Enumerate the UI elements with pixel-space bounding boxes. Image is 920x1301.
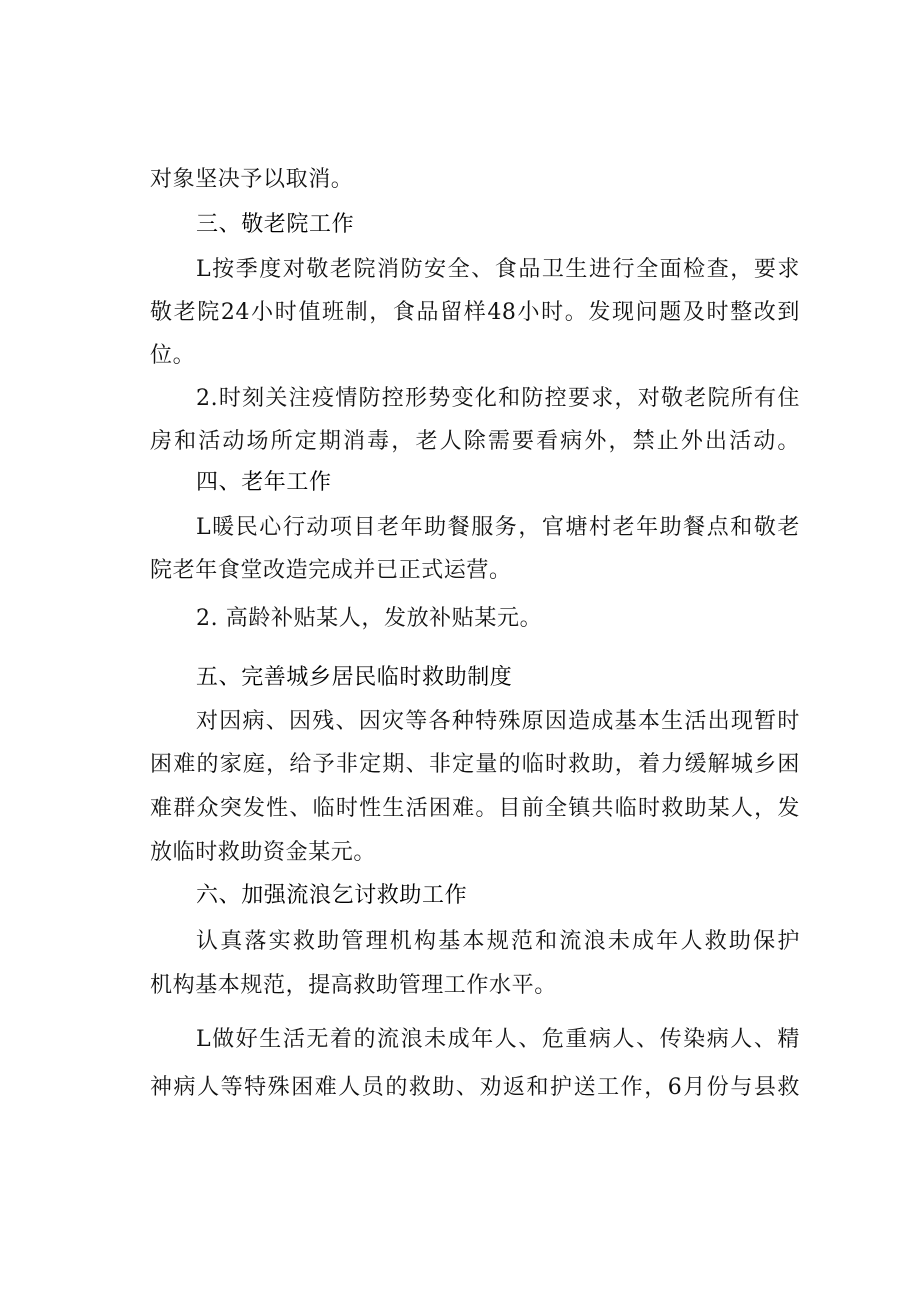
paragraph-line: L按季度对敬老院消防安全、食品卫生进行全面检查，要求 — [196, 257, 800, 282]
paragraph-line: 房和活动场所定期消毒，老人除需要看病外，禁止外出活动。 — [150, 429, 800, 454]
paragraph-line: 难群众突发性、临时性生活困难。目前全镇共临时救助某人，发 — [150, 796, 800, 821]
section-heading-6: 六、加强流浪乞讨救助工作 — [196, 883, 468, 908]
paragraph-line: 对象坚决予以取消。 — [150, 167, 354, 192]
section-heading-4: 四、老年工作 — [196, 470, 332, 495]
paragraph-line: L做好生活无着的流浪未成年人、危重病人、传染病人、精 — [196, 1027, 800, 1052]
paragraph-line: 认真落实救助管理机构基本规范和流浪未成年人救助保护 — [196, 929, 800, 954]
paragraph-line: 放临时救助资金某元。 — [150, 840, 377, 865]
paragraph-line: 院老年食堂改造完成并已正式运营。 — [150, 558, 512, 583]
paragraph-line: 机构基本规范，提高救助管理工作水平。 — [150, 973, 557, 998]
paragraph-line: 2. 高龄补贴某人，发放补贴某元。 — [196, 606, 543, 631]
paragraph-line: 2.时刻关注疫情防控形势变化和防控要求，对敬老院所有住 — [196, 386, 800, 411]
paragraph-line: 对因病、因残、因灾等各种特殊原因造成基本生活出现暂时 — [196, 709, 800, 734]
paragraph-line: 位。 — [150, 343, 196, 368]
section-heading-3: 三、敬老院工作 — [196, 212, 355, 237]
paragraph-line: L暖民心行动项目老年助餐服务，官塘村老年助餐点和敬老 — [196, 515, 800, 540]
paragraph-line: 神病人等特殊困难人员的救助、劝返和护送工作，6月份与县救 — [150, 1075, 800, 1100]
section-heading-5: 五、完善城乡居民临时救助制度 — [196, 665, 513, 690]
paragraph-line: 敬老院24小时值班制，食品留样48小时。发现问题及时整改到 — [150, 300, 800, 325]
paragraph-line: 困难的家庭，给予非定期、非定量的临时救助，着力缓解城乡困 — [150, 752, 800, 777]
